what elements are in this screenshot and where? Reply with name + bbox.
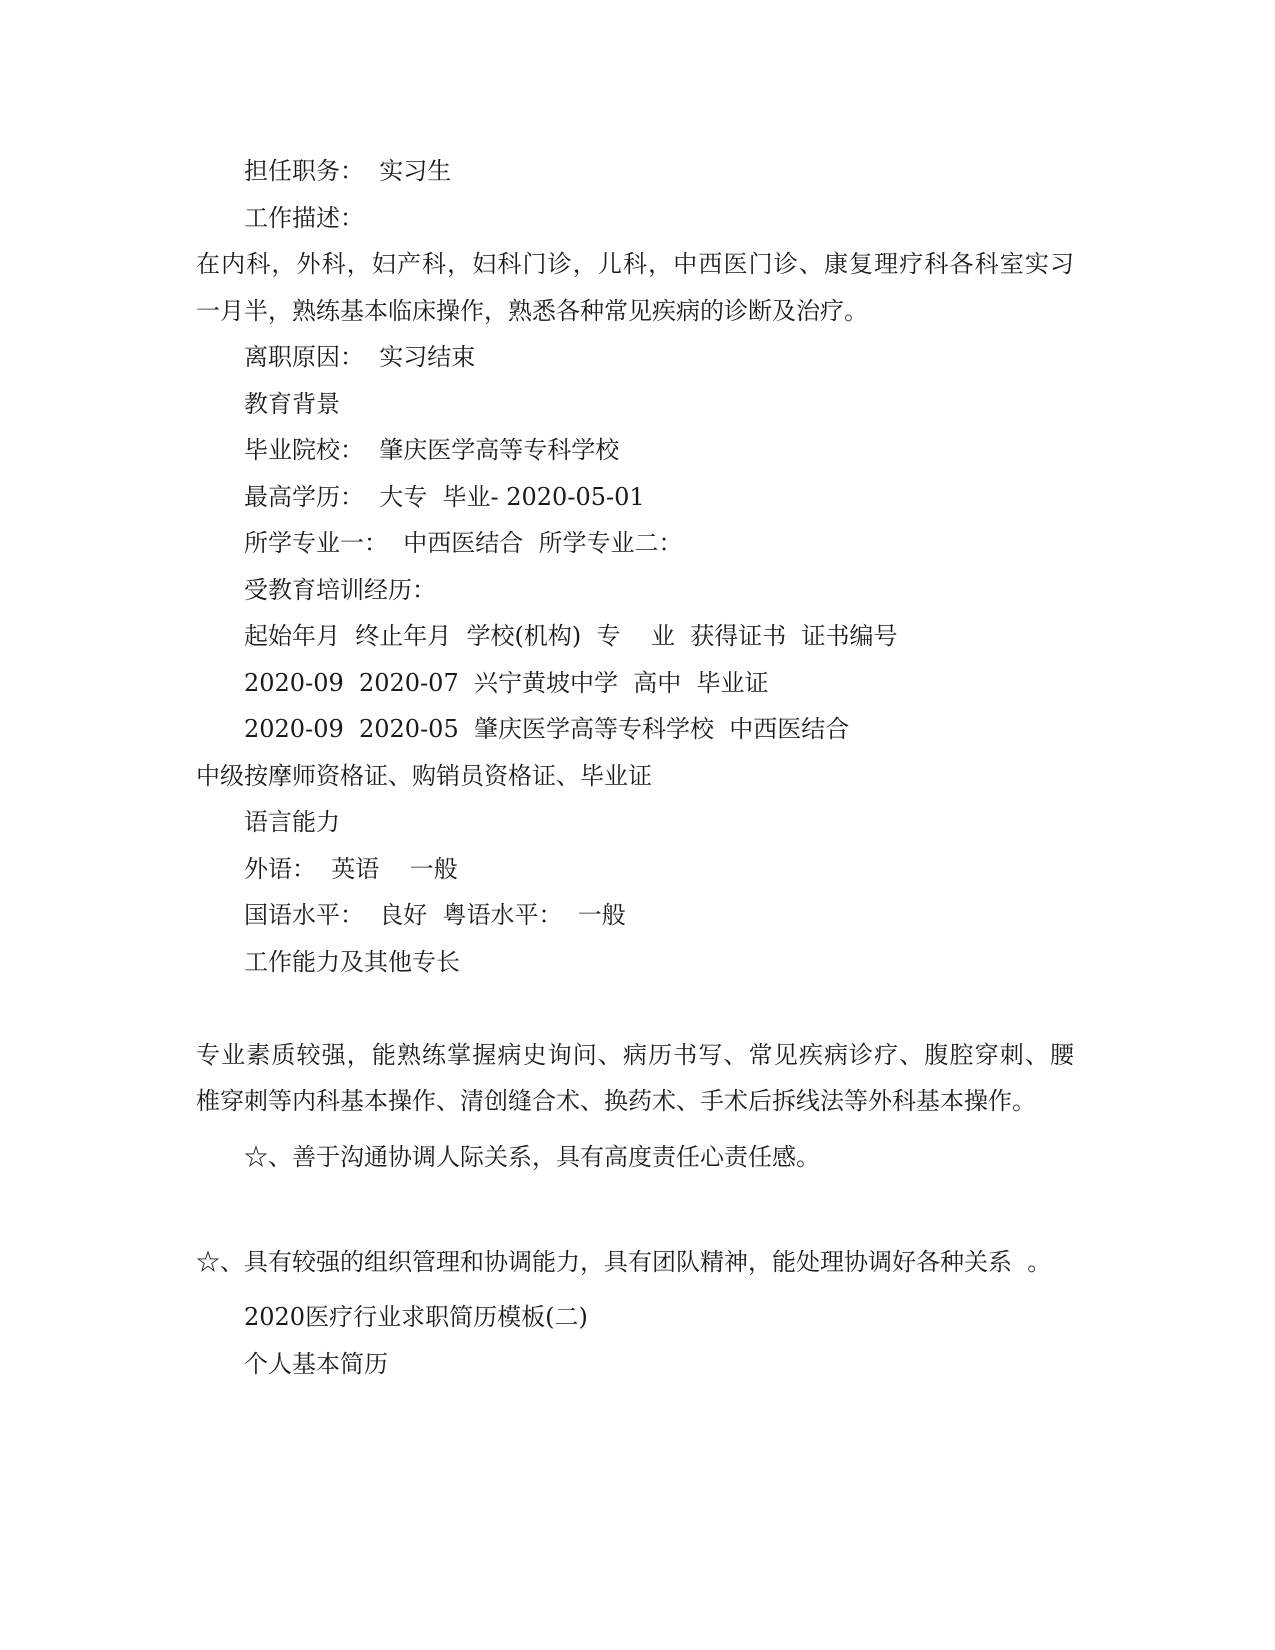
school-line: 毕业院校： 肇庆医学高等专科学校 — [244, 436, 620, 464]
position-line: 担任职务： 实习生 — [244, 157, 452, 185]
training-row: 2020-09 2020-05 肇庆医学高等专科学校 中西医结合 — [244, 715, 850, 743]
training-row: 2020-09 2020-07 兴宁黄坡中学 高中 毕业证 — [244, 669, 769, 697]
foreign-language-line: 外语： 英语 一般 — [244, 855, 458, 883]
job-description-text-2: 一月半，熟练基本临床操作，熟悉各种常见疾病的诊断及治疗。 — [196, 297, 868, 325]
training-row-continuation: 中级按摩师资格证、购销员资格证、毕业证 — [196, 762, 652, 790]
skills-heading: 工作能力及其他专长 — [244, 948, 460, 976]
template-title: 2020医疗行业求职简历模板(二) — [244, 1303, 588, 1331]
job-description-text-1: 在内科，外科，妇产科，妇科门诊，儿科，中西医门诊、康复理疗科各科室实习 — [196, 250, 1074, 278]
language-heading: 语言能力 — [244, 808, 340, 836]
strength-item: ☆、善于沟通协调人际关系，具有高度责任心责任感。 — [244, 1143, 820, 1171]
basic-resume-heading: 个人基本简历 — [244, 1350, 388, 1378]
job-description-label: 工作描述： — [244, 204, 364, 232]
training-label: 受教育培训经历： — [244, 576, 436, 604]
majors-line: 所学专业一： 中西医结合 所学专业二： — [244, 529, 683, 557]
dialect-level-line: 国语水平： 良好 粤语水平： 一般 — [244, 901, 626, 929]
leave-reason-line: 离职原因： 实习结束 — [244, 343, 476, 371]
education-heading: 教育背景 — [244, 390, 340, 418]
skills-text-2: 椎穿刺等内科基本操作、清创缝合术、换药术、手术后拆线法等外科基本操作。 — [196, 1087, 1036, 1115]
highest-degree-line: 最高学历： 大专 毕业- 2020-05-01 — [244, 483, 645, 511]
strength-item: ☆、具有较强的组织管理和协调能力，具有团队精神，能处理协调好各种关系 。 — [196, 1248, 1052, 1276]
training-table-header: 起始年月 终止年月 学校(机构) 专 业 获得证书 证书编号 — [244, 622, 898, 650]
skills-text-1: 专业素质较强，能熟练掌握病史询问、病历书写、常见疾病诊疗、腹腔穿刺、腰 — [196, 1041, 1074, 1069]
